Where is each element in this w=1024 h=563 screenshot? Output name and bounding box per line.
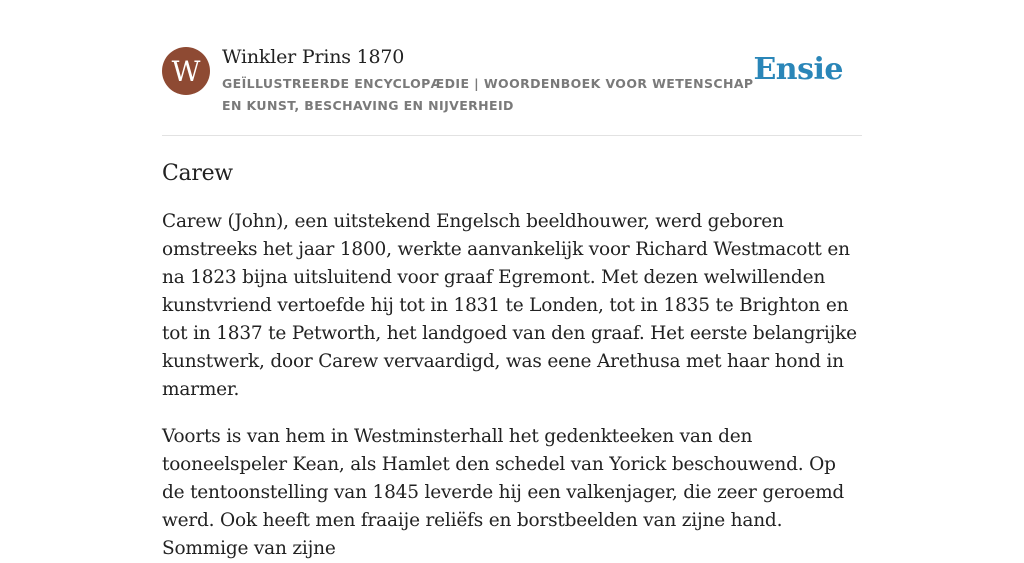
entry-body <box>162 208 862 563</box>
entry-paragraph: Carew (John), een uitstekend Engelsch beeldhouwer, werd geboren omstreeks het jaar 1800, werkte aanvankelijk voor Richard Westmacott en na 1823 bijna uitsluitend voor graaf Egremont. Met dezen welwillenden kunstvriend vertoefde hij tot in 1831 te Londen, tot in 1835 te Brighton en tot in 1837 te Petworth, het landgoed van den graaf. Het eerste belangrijke kunstwerk, door Carew vervaardigd, was eene Arethusa met haar hond in marmer. <box>162 211 857 400</box>
site-title[interactable]: Winkler Prins 1870 <box>222 46 405 68</box>
page-container <box>162 0 862 563</box>
entry-title: Carew <box>162 161 233 186</box>
entry-paragraph: Voorts is van hem in Westminsterhall het gedenkteeken van den tooneelspeler Kean, als Hamlet den schedel van Yorick beschouwend. Op de tentoonstelling van 1845 leverde hij een valkenjager, die zeer geroemd werd. Ook heeft men fraaije reliëfs en borstbeelden van zijne hand. Sommige van zijne <box>162 426 845 559</box>
entry-content <box>162 136 862 563</box>
ensie-logo[interactable]: Ensie <box>753 52 843 87</box>
site-avatar: W <box>162 47 210 95</box>
site-header <box>162 0 862 136</box>
site-subtitle: GEÏLLUSTREERDE ENCYCLOPÆDIE | WOORDENBOEK VOOR WETENSCHAP EN KUNST, BESCHAVING EN NIJVERHEID <box>222 76 754 113</box>
